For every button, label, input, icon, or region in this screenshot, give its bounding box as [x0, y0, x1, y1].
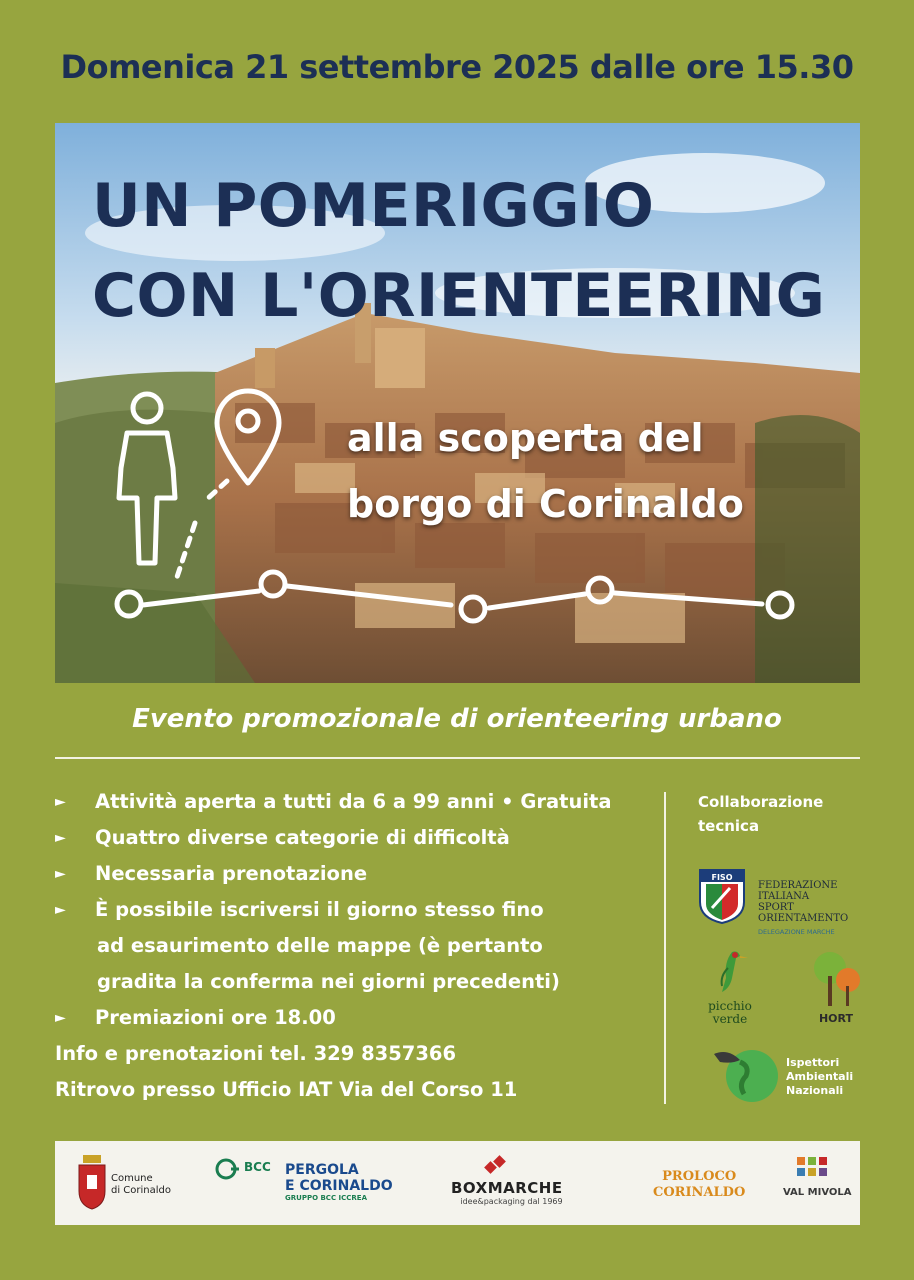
- val-mivola-logo: VAL MIVOLA: [783, 1187, 852, 1198]
- collaboration-label: Collaborazione tecnica: [698, 793, 824, 835]
- fiso-logo: [698, 868, 746, 924]
- list-item: ► È possibile iscriversi il giorno stesso fino ad esaurimento delle mappe (è pertanto gradita la conferma nei giorni precedenti): [55, 892, 655, 1000]
- meeting-point: Ritrovo presso Ufficio IAT Via del Corso 11: [55, 1078, 518, 1101]
- list-item: ► Premiazioni ore 18.00: [55, 1000, 655, 1036]
- woodpecker-icon: [710, 948, 750, 996]
- divider: [55, 757, 860, 759]
- list-item: ► Necessaria prenotazione: [55, 856, 655, 892]
- eagle-icon: [714, 1052, 740, 1063]
- checkpoint-3-icon: [461, 597, 485, 621]
- bcc-mark-icon: [215, 1158, 241, 1180]
- arrow-right-icon: ►: [55, 1010, 66, 1026]
- event-date: Domenica 21 settembre 2025 dalle ore 15.30: [60, 48, 854, 86]
- tree-icon: [808, 950, 864, 1008]
- list-item: ► Quattro diverse categorie di difficoltà: [55, 820, 655, 856]
- event-subtitle: Evento promozionale di orienteering urbano: [132, 704, 782, 734]
- arrow-right-icon: ►: [55, 830, 66, 846]
- event-tagline: [347, 405, 847, 537]
- title-line-1: UN POMERIGGIO: [92, 171, 655, 241]
- val-mivola-mark-icon: [795, 1155, 831, 1183]
- checkpoint-5-icon: [768, 593, 792, 617]
- arrow-right-icon: ►: [55, 902, 66, 918]
- info-phone: Info e prenotazioni tel. 329 8357366: [55, 1042, 457, 1065]
- checkpoint-1-icon: [117, 592, 141, 616]
- ispettori-name: Ispettori Ambientali Nazionali: [786, 1056, 854, 1097]
- tagline-line-2: borgo di Corinaldo: [347, 482, 744, 526]
- hort-logo: HORT: [806, 950, 866, 1025]
- hero-image: [55, 123, 860, 683]
- boxmarche-mark-icon: [483, 1155, 509, 1177]
- bcc-pergola-logo: PERGOLA E CORINALDO GRUPPO BCC ICCREA: [285, 1162, 393, 1202]
- fiso-name: FEDERAZIONE ITALIANA SPORT ORIENTAMENTO DELEGAZIONE MARCHE: [758, 880, 849, 936]
- arrow-right-icon: ►: [55, 794, 66, 810]
- comune-corinaldo-logo: Comune di Corinaldo: [111, 1173, 172, 1196]
- proloco-corinaldo-logo: PROLOCO CORINALDO: [653, 1169, 746, 1200]
- comune-crest-icon: [77, 1153, 107, 1211]
- svg-text:FISO: FISO: [711, 873, 733, 882]
- arrow-right-icon: ►: [55, 866, 66, 882]
- event-details: [55, 784, 655, 1108]
- list-item: ► Attività aperta a tutti da 6 a 99 anni • Gratuita: [55, 784, 655, 820]
- boxmarche-logo: BOXMARCHE idee&packaging dal 1969: [451, 1179, 563, 1206]
- picchio-verde-logo: picchio verde: [700, 948, 760, 1026]
- orienteering-route-graphic: [55, 123, 860, 683]
- tagline-line-1: alla scoperta del: [347, 416, 704, 460]
- sponsor-bar: Comune di Corinaldo BCC PERGOLA E CORINALDO GRUPPO BCC ICCREA BOXMARCHE idee&packaging dal 1969 PROLOCO CORINALDO VAL MIVOLA: [55, 1141, 860, 1225]
- vertical-divider: [664, 792, 666, 1104]
- person-head-icon: [133, 394, 161, 422]
- checkpoint-2-icon: [261, 572, 285, 596]
- title-line-2: CON L'ORIENTEERING: [92, 261, 826, 331]
- ispettori-ambientali-logo: [710, 1044, 780, 1104]
- person-body-icon: [119, 433, 175, 563]
- map-pin-icon: [217, 391, 279, 483]
- checkpoint-4-icon: [588, 578, 612, 602]
